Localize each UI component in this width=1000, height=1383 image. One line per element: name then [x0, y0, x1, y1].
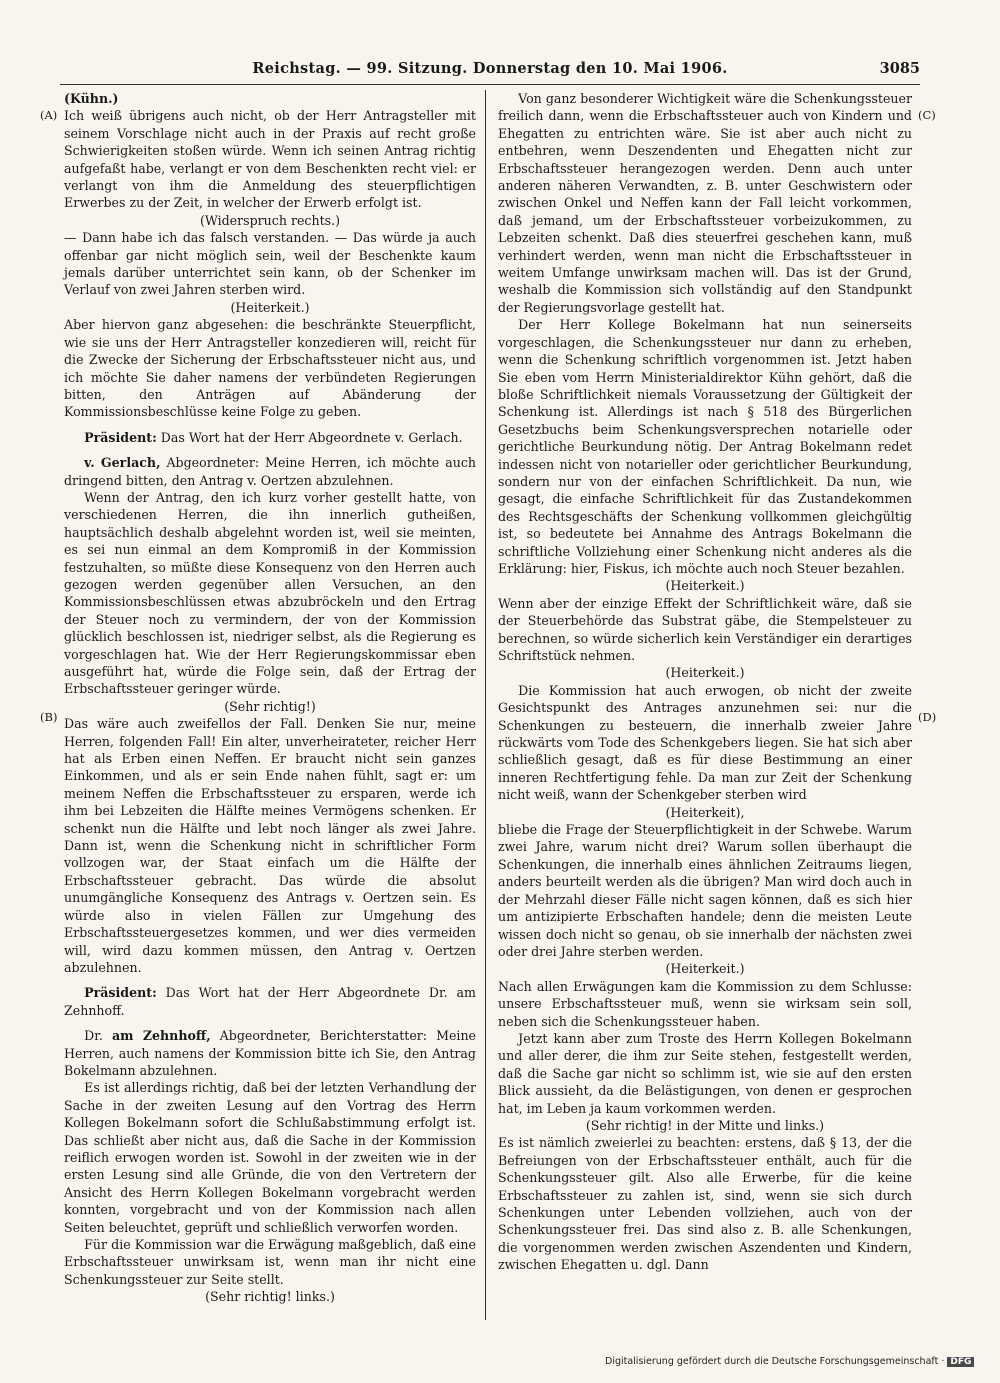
president-statement: Präsident: Das Wort hat der Herr Abgeordnete v. Gerlach.	[84, 429, 463, 445]
president-statement: Präsident: Das Wort hat der Herr Abgeordnete Dr. am Zehnhoff.	[64, 985, 476, 1018]
interjection: (Heiterkeit.)	[665, 665, 745, 681]
page-number: 3085	[879, 60, 920, 77]
margin-marker-d: (D)	[918, 710, 937, 724]
speaker-name: Präsident:	[84, 985, 157, 1001]
margin-marker-c: (C)	[918, 108, 936, 122]
paragraph: Es ist allerdings richtig, daß bei der letzten Verhandlung der Sache in der zweiten Lesung auf den Vortrag des Herrn Kollegen Bokelmann sofort die Schlußabstimmung erfolgt ist. Das schließt aber nicht aus, daß die Sache in der Kommission reiflich erwogen worden ist. Sowohl in der zweiten wie in der ersten Lesung sind alle Gründe, die von den Vertretern der Ansicht des Herrn Kollegen Bokelmann vorgebracht werden konnten, vorgebracht und von der Kommission nach allen Seiten beleuchtet, geprüft und schließlich verworfen worden.	[64, 1080, 476, 1235]
speaker-name: v. Gerlach,	[84, 455, 161, 471]
paragraph: Der Herr Kollege Bokelmann hat nun seinerseits vorgeschlagen, die Schenkungssteuer nur dann zu erheben, wenn die Schenkung schriftlich vorgenommen ist. Jetzt haben Sie eben vom Herrn Ministerialdirektor Kühn gehört, daß die bloße Schriftlichkeit niemals Voraussetzung der Gültigkeit der Schenkung ist. Allerdings ist nach § 518 des Bürgerlichen Gesetzbuchs beim Schenkungsversprechen notarielle oder gerichtliche Beurkundung nötig. Der Antrag Bokelmann redet indessen nicht von notarieller oder gerichtlicher Beurkundung, sondern nur von der einfachen Schriftlichkeit. Da nun, wie gesagt, die einfache Schriftlichkeit für das Zustandekommen des Rechtsgeschäfts der Schenkung vollkommen gleichgültig ist, so bedeutete bei Annahme des Antrags Bokelmann die schriftliche Vollziehung einer Schenkung nicht anderes als die Erklärung: hier, Fiskus, ich möchte auch noch Steuer bezahlen.	[498, 317, 912, 576]
dfg-logo: DFG	[947, 1357, 974, 1367]
paragraph: Wenn der Antrag, den ich kurz vorher gestellt hatte, von verschiedenen Herren, die ihn innerlich gutheißen, hauptsächlich deshalb abgelehnt worden ist, weil sie meinten, es sei nun einmal an dem Kompromiß in der Kommission festzuhalten, so müßte diese Konsequenz von den Herren auch gezogen werden gegenüber allen Versuchen, an den Kommissionsbeschlüssen etwas abzubröckeln und den Ertrag der Steuer noch zu vermindern, der von der Kommission glücklich beschlossen ist, niedriger selbst, als die Regierung es vorgeschlagen hat. Wie der Herr Regierungskommissar eben ausgeführt hat, würde die Folge sein, daß der Ertrag der Erbschaftssteuer geringer würde.	[64, 489, 476, 697]
column-divider	[485, 90, 486, 1320]
footer-text: Digitalisierung gefördert durch die Deutsche Forschungsgemeinschaft ·	[605, 1356, 945, 1367]
paragraph: Von ganz besonderer Wichtigkeit wäre die Schenkungssteuer freilich dann, wenn die Erbschaftssteuer auch von Kindern und Ehegatten zu entrichten wäre. Sie ist aber auch nicht zu entbehren, wenn Deszendenten und Ehegatten nicht zur Erbschaftssteuer herangezogen werden. Denn auch unter anderen näheren Verwandten, z. B. unter Geschwistern oder zwischen Onkel und Neffen kann der Fall leicht vorkommen, daß jemand, um der Erbschaftssteuer vorbeizukommen, zu Lebzeiten schenkt. Daß dies steuerfrei geschehen kann, muß verhindert werden, wenn man nicht die Erbschaftssteuer in weitem Umfange unwirksam machen will. Das ist der Grund, weshalb die Kommission sich vollständig auf den Standpunkt der Regierungsvorlage gestellt hat.	[498, 91, 912, 315]
paragraph: Es ist nämlich zweierlei zu beachten: erstens, daß § 13, der die Befreiungen von der Erbschaftssteuer enthält, auch für die Schenkungssteuer gilt. Also alle Erwerbe, für die keine Erbschaftssteuer zu zahlen ist, sind, wenn sie sich durch Schenkungen unter Lebenden vollziehen, auch von der Schenkungssteuer frei. Das sind also z. B. alle Schenkungen, die vorgenommen werden zwischen Aszendenten und Kindern, zwischen Ehegatten u. dgl. Dann	[498, 1135, 912, 1273]
speaker-name: am Zehnhoff,	[111, 1028, 211, 1044]
interjection: (Sehr richtig! links.)	[205, 1289, 335, 1305]
header-rule	[60, 84, 920, 85]
running-title: Reichstag. — 99. Sitzung. Donnerstag den 10. Mai 1906.	[252, 60, 728, 77]
interjection: (Widerspruch rechts.)	[199, 212, 341, 228]
margin-marker-b: (B)	[40, 710, 58, 724]
right-column	[498, 90, 912, 1274]
speaker-label: (Kühn.)	[64, 91, 119, 106]
speaker-intro: Dr. am Zehnhoff, Abgeordneter, Berichterstatter: Meine Herren, auch namens der Kommission bitte ich Sie, den Antrag Bokelmann abzulehnen.	[64, 1028, 477, 1078]
interjection: (Sehr richtig! in der Mitte und links.)	[585, 1117, 825, 1133]
interjection: (Heiterkeit.)	[665, 578, 745, 594]
paragraph: Das wäre auch zweifellos der Fall. Denken Sie nur, meine Herren, folgenden Fall! Ein alter, unverheirateter, reicher Herr hat als Erben einen Neffen. Er braucht nicht sein ganzes Einkommen, und als er sein Ende nahen fühlt, sagt er: um meinem Neffen die Erbschaftssteuer zu ersparen, werde ich ihm bei Lebzeiten die Hälfte meines Vermögens schenken. Er schenkt nun die Hälfte und lebt noch länger als zwei Jahre. Dann ist, wenn die Schenkung nicht in schriftlicher Form vollzogen war, der Staat einfach um die Hälfte der Erbschaftssteuer gebracht. Das würde die absolut unumgängliche Konsequenz des Antrags v. Oertzen sein. Es würde also in vielen Fällen zur Umgehung des Erbschaftssteuergesetzes kommen, und wer dies vermeiden will, wird dazu kommen müssen, den Antrag v. Oertzen abzulehnen.	[64, 716, 476, 975]
paragraph: bliebe die Frage der Steuerpflichtigkeit in der Schwebe. Warum zwei Jahre, warum nicht drei? Warum sollen überhaupt die Schenkungen, die innerhalb eines ähnlichen Zeitraums liegen, anders beurteilt werden als die übrigen? Man wird doch auch in der Mehrzahl dieser Fälle nicht sagen können, daß es sich hier um antizipierte Erbschaften handele; denn die meisten Leute wissen doch nicht so genau, ob sie innerhalb der nächsten zwei oder drei Jahre sterben werden.	[498, 822, 912, 959]
paragraph: Wenn aber der einzige Effekt der Schriftlichkeit wäre, daß sie der Steuerbehörde das Substrat gäbe, die Stempelsteuer zu berechnen, so würde sicherlich kein Verständiger ein derartiges Schriftstück nehmen.	[498, 595, 912, 663]
paragraph: Nach allen Erwägungen kam die Kommission zu dem Schlusse: unsere Erbschaftssteuer muß, wenn sie wirksam sein soll, neben sich die Schenkungssteuer haben.	[498, 978, 912, 1029]
interjection: (Heiterkeit),	[665, 804, 745, 820]
speaker-name: Präsident:	[84, 429, 157, 445]
paragraph: Ich weiß übrigens auch nicht, ob der Herr Antragsteller mit seinem Vorschlage nicht auch in der Praxis auf recht große Schwierigkeiten stoßen würde. Wenn ich seinen Antrag richtig aufgefaßt habe, verlangt er von dem Beschenkten recht viel: er verlangt von ihm die Anmeldung des steuerpflichtigen Erwerbes zu der Zeit, in welcher der Erwerb erfolgt ist.	[64, 108, 476, 211]
paragraph: Für die Kommission war die Erwägung maßgeblich, daß eine Erbschaftssteuer unwirksam ist, wenn man ihr nicht eine Schenkungssteuer zur Seite stellt.	[64, 1237, 476, 1287]
digitization-footer	[605, 1356, 974, 1367]
interjection: (Heiterkeit.)	[230, 299, 310, 315]
left-column	[64, 90, 476, 1306]
interjection: (Sehr richtig!)	[224, 698, 316, 714]
margin-marker-a: (A)	[40, 108, 58, 122]
speaker-intro: v. Gerlach, Abgeordneter: Meine Herren, ich möchte auch dringend bitten, den Antrag v. Oertzen abzulehnen.	[64, 455, 476, 488]
paragraph: Aber hiervon ganz abgesehen: die beschränkte Steuerpflicht, wie sie uns der Herr Antragsteller konzedieren will, reicht für die Zwecke der Sicherung der Erbschaftssteuer nicht aus, und ich möchte Sie daher namens der verbündeten Regierungen bitten, den Anträgen auf Abänderung der Kommissionsbeschlüsse keine Folge zu geben.	[64, 317, 476, 420]
paragraph: Jetzt kann aber zum Troste des Herrn Kollegen Bokelmann und aller derer, die ihm zur Seite stehen, festgestellt werden, daß die Sache gar nicht so schlimm ist, wie sie auf den ersten Blick aussieht, da die Belästigungen, von denen er gesprochen hat, im Leben ja kaum vorkommen werden.	[498, 1030, 912, 1116]
interjection: (Heiterkeit.)	[665, 961, 745, 977]
page-header	[60, 60, 920, 82]
paragraph: Die Kommission hat auch erwogen, ob nicht der zweite Gesichtspunkt des Antrages anzunehmen sei: nur die Schenkungen zu besteuern, die innerhalb zweier Jahre rückwärts vom Tode des Schenkgebers liegen. Sie hat sich aber schließlich gesagt, daß es für diese Bestimmung an einer inneren Rechtfertigung fehle. Da man zur Zeit der Schenkung nicht weiß, wann der Schenkgeber sterben wird	[498, 682, 912, 803]
paragraph: — Dann habe ich das falsch verstanden. — Das würde ja auch offenbar gar nicht möglich sein, weil der Beschenkte kaum jemals darüber unterrichtet sein kann, ob der Schenker im Verlauf von zwei Jahren sterben wird.	[64, 230, 476, 298]
